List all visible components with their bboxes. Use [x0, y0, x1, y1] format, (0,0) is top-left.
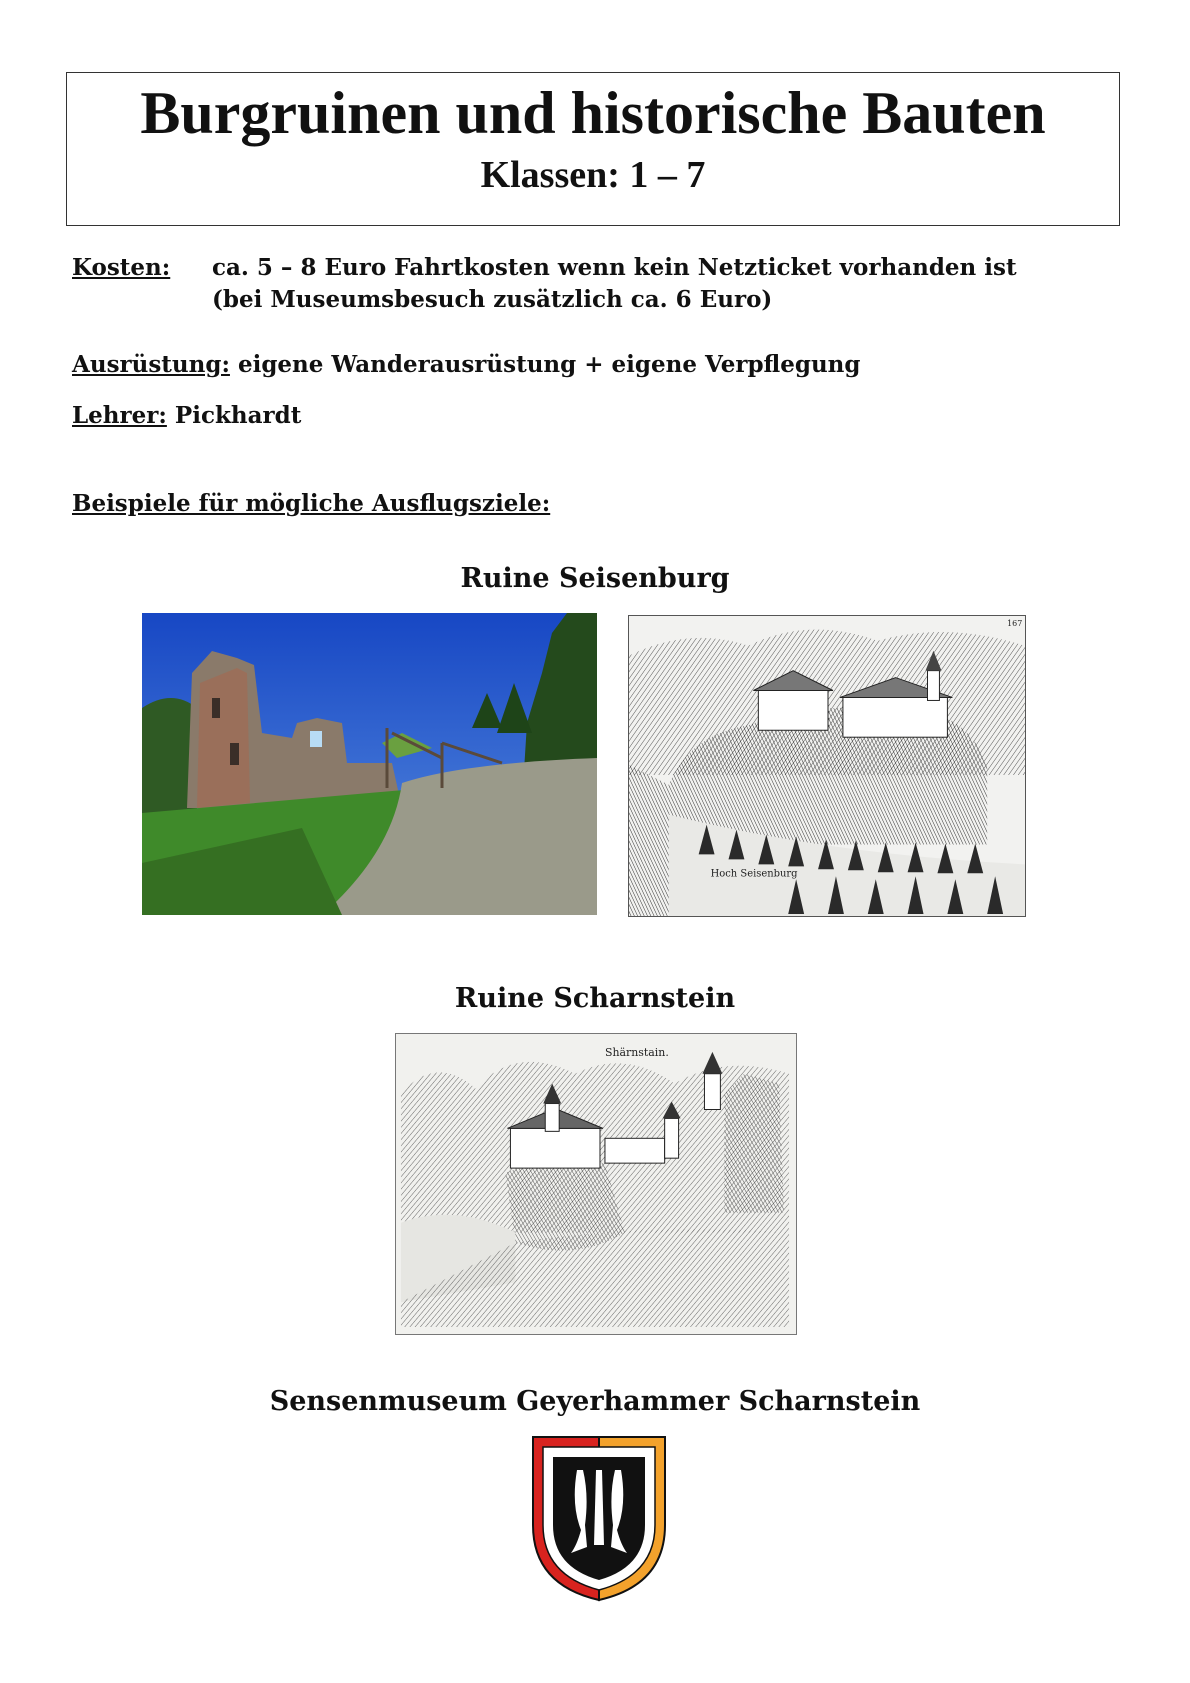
- kosten-line-2: (bei Museumsbesuch zusätzlich ca. 6 Euro): [212, 286, 773, 313]
- seisenburg-engraving-page-number: 167: [1007, 618, 1023, 628]
- scharnstein-coat-of-arms: [531, 1435, 667, 1603]
- kosten-row: [72, 254, 170, 281]
- kosten-label: Kosten:: [72, 254, 171, 281]
- beispiele-row: [72, 490, 550, 517]
- lehrer-label: Lehrer:: [72, 402, 167, 429]
- section-heading-sensenmuseum: Sensenmuseum Geyerhammer Scharnstein: [269, 1386, 921, 1417]
- scharnstein-engraving-caption: Shärnstain.: [604, 1045, 669, 1059]
- page-subtitle: Klassen: 1 – 7: [480, 154, 706, 196]
- lehrer-value: Pickhardt: [174, 402, 302, 429]
- seisenburg-engraving: [628, 615, 1026, 917]
- beispiele-heading: Beispiele für mögliche Ausflugsziele:: [72, 490, 551, 517]
- seisenburg-engraving-caption: Hoch Seisenburg: [710, 868, 798, 880]
- ausruestung-row: [72, 351, 861, 378]
- page-title: Burgruinen und historische Bauten: [140, 80, 1046, 146]
- scharnstein-engraving: [395, 1033, 797, 1335]
- ausruestung-label: Ausrüstung:: [72, 351, 230, 378]
- section-heading-seisenburg: Ruine Seisenburg: [460, 563, 730, 594]
- lehrer-row: [72, 402, 301, 429]
- section-heading-scharnstein: Ruine Scharnstein: [454, 983, 736, 1014]
- title-box: [66, 72, 1120, 226]
- ausruestung-value: eigene Wanderausrüstung + eigene Verpflegung: [237, 351, 861, 378]
- seisenburg-photo: [142, 613, 597, 915]
- kosten-line-1: ca. 5 – 8 Euro Fahrtkosten wenn kein Netzticket vorhanden ist: [212, 254, 1017, 281]
